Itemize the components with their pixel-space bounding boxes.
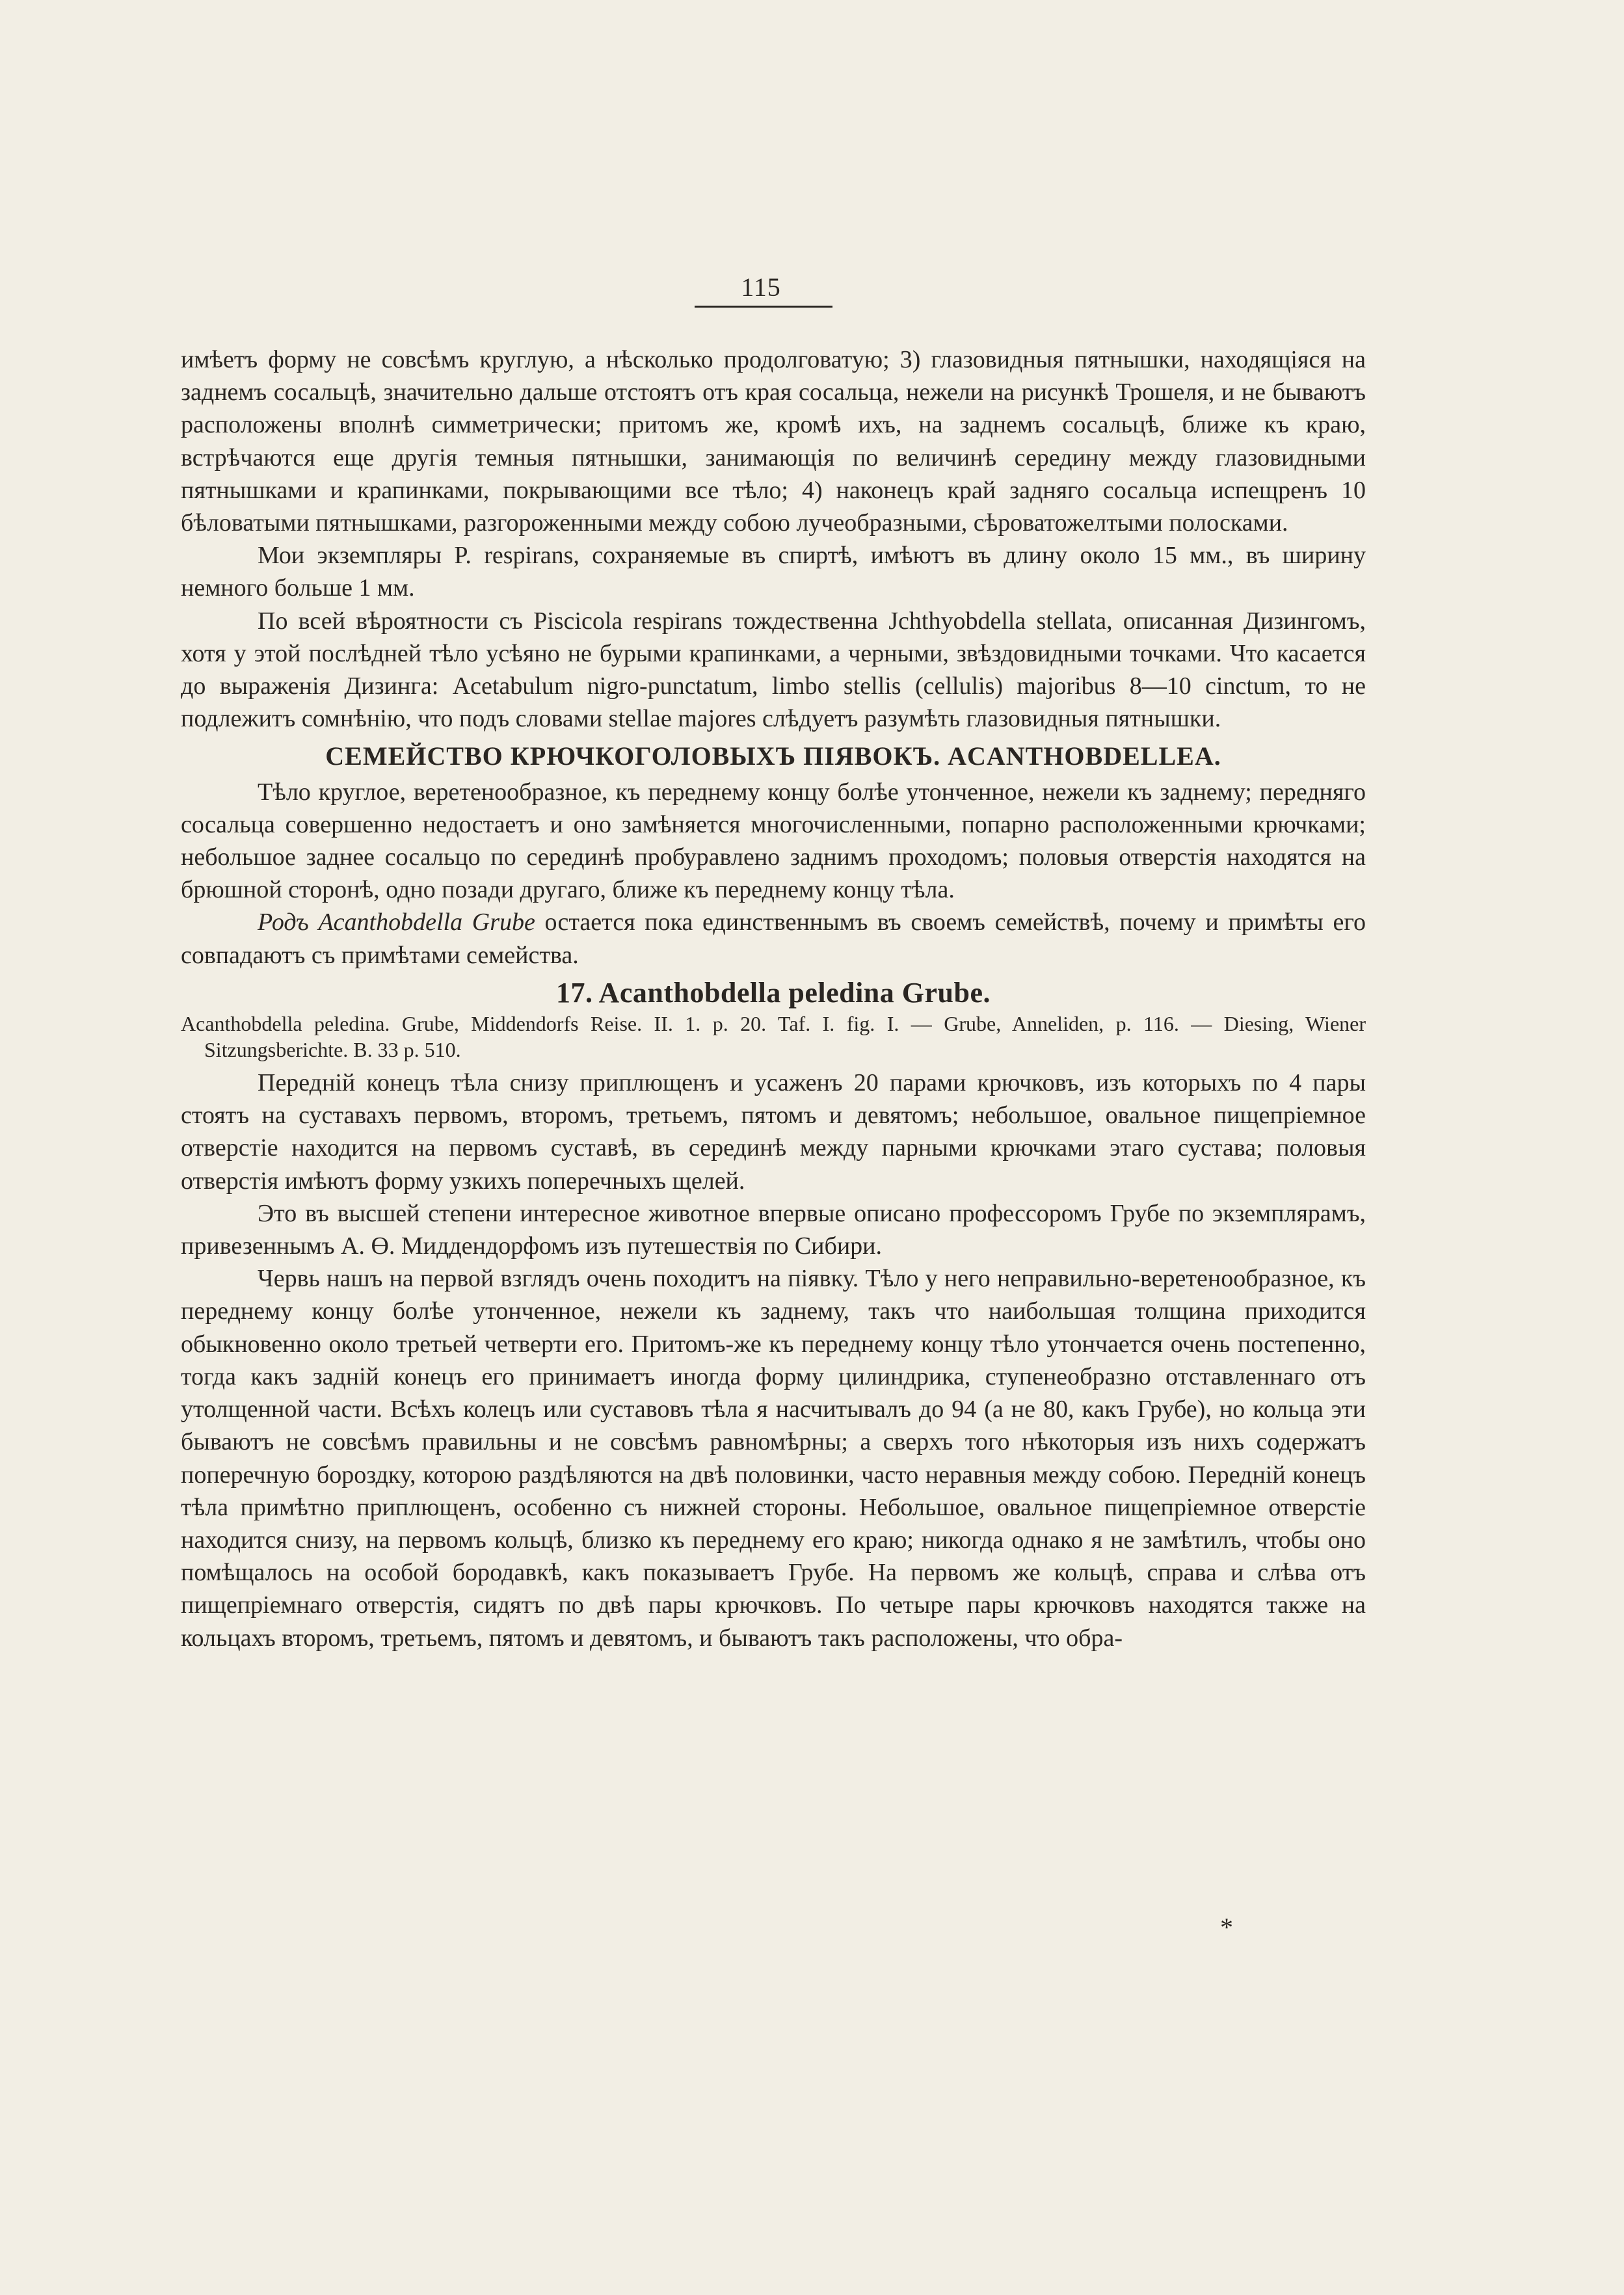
synonymy-references: Acanthobdella peledina. Grube, Middendorfs Reise. II. 1. p. 20. Taf. I. fig. I. — Grube, Anneliden, p. 116. — Diesing, Wiener Sitzungsberichte. B. 33 p. 510. — [181, 1012, 1366, 1062]
paragraph-grube-history: Это въ высшей степени интересное животное впервые описано профессоромъ Грубе по экземплярамъ, привезеннымъ А. Ө. Миддендорфомъ изъ путешествія по Сибири. — [181, 1199, 1366, 1260]
paragraph-body-observations: Червь нашъ на первой взглядъ очень походитъ на піявку. Тѣло у него неправильно-веретенообразное, къ переднему концу болѣе утонченное, нежели къ заднему, такъ что наибольшая толщина приходится обыкновенно около третьей четверти его. Притомъ-же къ переднему концу тѣло утончается очень постепенно, тогда какъ задній конецъ его принимаетъ иногда форму цилиндрика, ступенеобразно отставленнаго отъ утолщенной части. Всѣхъ колецъ или суставовъ тѣла я насчитывалъ до 94 (а не 80, какъ Грубе), но кольца эти бываютъ не совсѣмъ правильны и не совсѣмъ равномѣрны; а сверхъ того нѣкоторыя изъ нихъ содержатъ поперечную бороздку, которою раздѣляются на двѣ половинки, часто неравныя между собою. Передній конецъ тѣла примѣтно приплющенъ, особенно съ нижней стороны. Небольшое, овальное пищепріемное отверстіе находится снизу, на первомъ кольцѣ, близко къ переднему его краю; никогда однако я не замѣтилъ, чтобы оно помѣщалось на особой бородавкѣ, какъ показываетъ Грубе. На первомъ же кольцѣ, справа и слѣва отъ пищепріемнаго отверстія, сидятъ по двѣ пары крючковъ. По четыре пары крючковъ находятся также на кольцахъ второмъ, третьемъ, пятомъ и девятомъ, и бываютъ такъ расположены, что обра- — [181, 1265, 1366, 1652]
family-heading: СЕМЕЙСТВО КРЮЧКОГОЛОВЫХЪ ПІЯВОКЪ. ACANTHOBDELLEA. — [325, 741, 1221, 771]
paragraph-family-description: Тѣло круглое, веретенообразное, къ переднему концу болѣе утонченное, нежели къ заднему; передняго сосальца совершенно недостаетъ и оно замѣняется многочисленными, попарно расположенными крючками; небольшое заднее сосальцо по серединѣ пробуравлено заднимъ проходомъ; половыя отверстія находятся на брюшной сторонѣ, одно позади другаго, ближе къ переднему концу тѣла. — [181, 778, 1366, 904]
paragraph-genus-note — [181, 906, 1366, 971]
paragraph-species-description: Передній конецъ тѣла снизу приплющенъ и усаженъ 20 парами крючковъ, изъ которыхъ по 4 пары стоятъ на суставахъ первомъ, второмъ, третьемъ, пятомъ и девятомъ; небольшое, овальное пищепріемное отверстіе находится на первомъ суставѣ, въ серединѣ между парными крючками этаго сустава; половыя отверстія имѣютъ форму узкихъ поперечныхъ щелей. — [181, 1069, 1366, 1195]
signature-mark: * — [1220, 1913, 1233, 1942]
page-number: 115 — [741, 272, 781, 302]
species-heading: 17. Acanthobdella peledina Grube. — [555, 976, 991, 1009]
page-number-rule — [695, 306, 832, 308]
paragraph-specimens: Мои экземпляры P. respirans, сохраняемые въ спиртѣ, имѣютъ въ длину около 15 мм., въ ширину немного больше 1 мм. — [181, 542, 1366, 602]
genus-note-text: остается пока единственнымъ въ своемъ семействѣ, почему и примѣты его совпадаютъ съ примѣтами семейства. — [181, 909, 1366, 969]
body-text — [181, 343, 1366, 1654]
genus-name: Родъ Acanthobdella Grube — [258, 909, 535, 936]
paragraph-continuation: имѣетъ форму не совсѣмъ круглую, а нѣсколько продолговатую; 3) глазовидныя пятнышки, находящіяся на заднемъ сосальцѣ, значительно дальше отстоятъ отъ края сосальца, нежели на рисункѣ Трошеля, и не бываютъ расположены вполнѣ симметрически; притомъ же, кромѣ ихъ, на заднемъ сосальцѣ, ближе къ краю, встрѣчаются еще другія темныя пятнышки, занимающія по величинѣ середину между глазовидными пятнышками и крапинками, покрывающими все тѣло; 4) наконецъ край задняго сосальца испещренъ 10 бѣловатыми пятнышками, разгороженными между собою лучеобразными, сѣроватожелтыми полосками. — [181, 346, 1366, 537]
paragraph-diesing: По всей вѣроятности съ Piscicola respirans тождественна Jchthyobdella stellata, описанная Дизингомъ, хотя у этой послѣдней тѣло усѣяно не бурыми крапинками, а черными, звѣздовидными точками. Что касается до выраженія Дизинга: Acetabulum nigro-punctatum, limbo stellis (cellulis) majoribus 8—10 cinctum, то не подлежитъ сомнѣнію, что подъ словами stellae majores слѣдуетъ разумѣть глазовидныя пятнышки. — [181, 607, 1366, 733]
